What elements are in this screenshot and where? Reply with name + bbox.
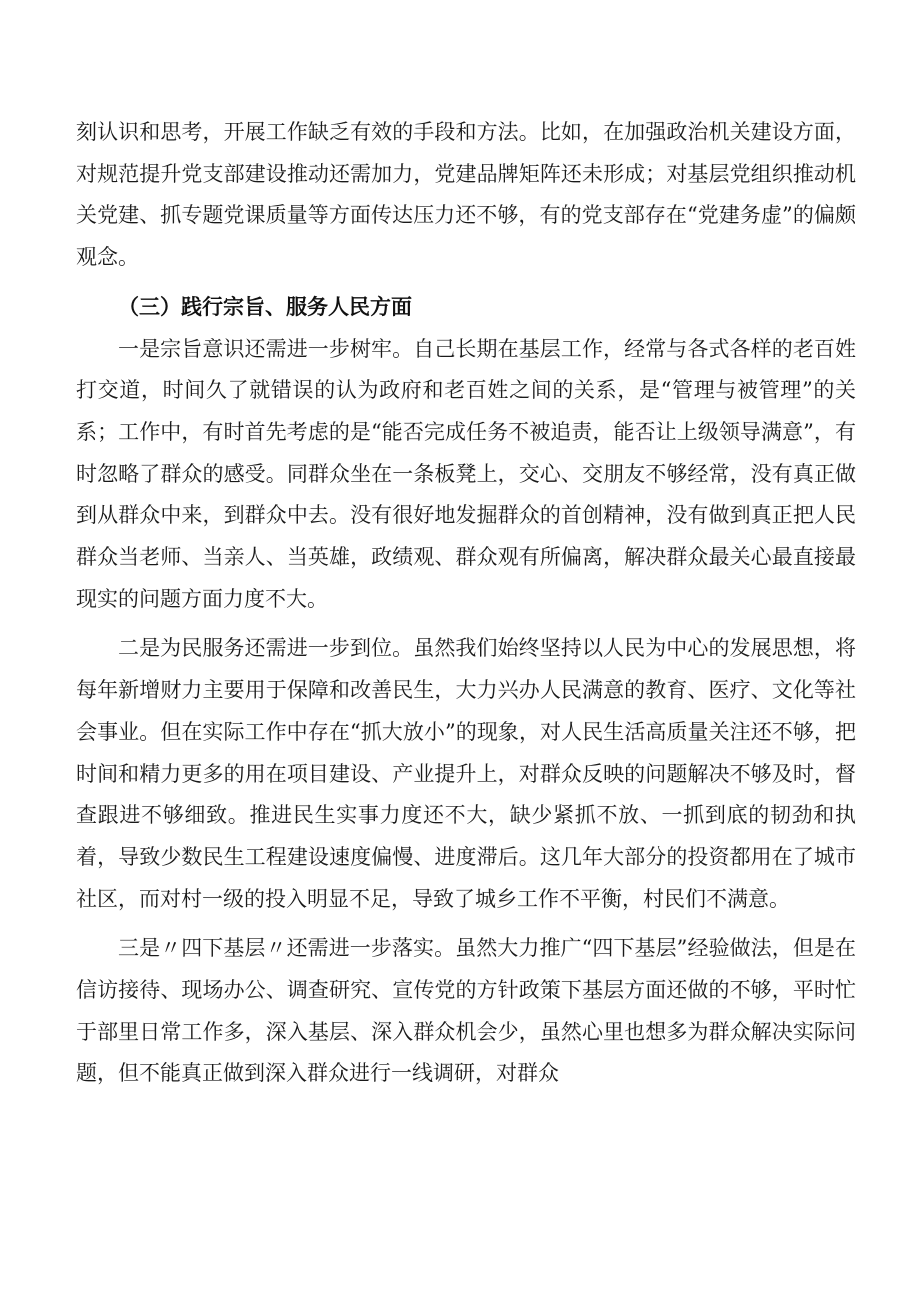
paragraph-continuation: 刻认识和思考，开展工作缺乏有效的手段和方法。比如，在加强政治机关建设方面，对规范提升党支部建设推动还需加力，党建品牌矩阵还未形成；对基层党组织推动机关党建、抓专题党课质量等方面传达压力还不够，有的党支部存在“党建务虚”的偏颇观念。	[76, 120, 856, 270]
paragraph-3: 三是〃四下基层〃还需进一步落实。虽然大力推广“四下基层”经验做法，但是在信访接待、现场办公、调查研究、宣传党的方针政策下基层方面还做的不够，平时忙于部里日常工作多，深入基层、深入群众机会少，虽然心里也想多为群众解决实际问题，但不能真正做到深入群众进行一线调研，对群众	[76, 936, 856, 1086]
paragraph-2: 二是为民服务还需进一步到位。虽然我们始终坚持以人民为中心的发展思想，将每年新增财力主要用于保障和改善民生，大力兴办人民满意的教育、医疗、文化等社会事业。但在实际工作中存在“抓大放小”的现象，对人民生活高质量关注还不够，把时间和精力更多的用在项目建设、产业提升上，对群众反映的问题解决不够及时，督查跟进不够细致。推进民生实事力度还不大，缺少紧抓不放、一抓到底的韧劲和执着，导致少数民生工程建设速度偏慢、进度滞后。这几年大部分的投资都用在了城市社区，而对村一级的投入明显不足，导致了城乡工作不平衡，村民们不满意。	[76, 636, 856, 911]
document-body	[76, 112, 856, 1095]
paragraph-1: 一是宗旨意识还需进一步树牢。自己长期在基层工作，经常与各式各样的老百姓打交道，时间久了就错误的认为政府和老百姓之间的关系，是“管理与被管理”的关系；工作中，有时首先考虑的是“能否完成任务不被追责，能否让上级领导满意”，有时忽略了群众的感受。同群众坐在一条板凳上，交心、交朋友不够经常，没有真正做到从群众中来，到群众中去。没有很好地发掘群众的首创精神，没有做到真正把人民群众当老师、当亲人、当英雄，政绩观、群众观有所偏离，解决群众最关心最直接最现实的问题方面力度不大。	[76, 336, 856, 611]
section-heading: （三）践行宗旨、服务人民方面	[118, 294, 412, 319]
